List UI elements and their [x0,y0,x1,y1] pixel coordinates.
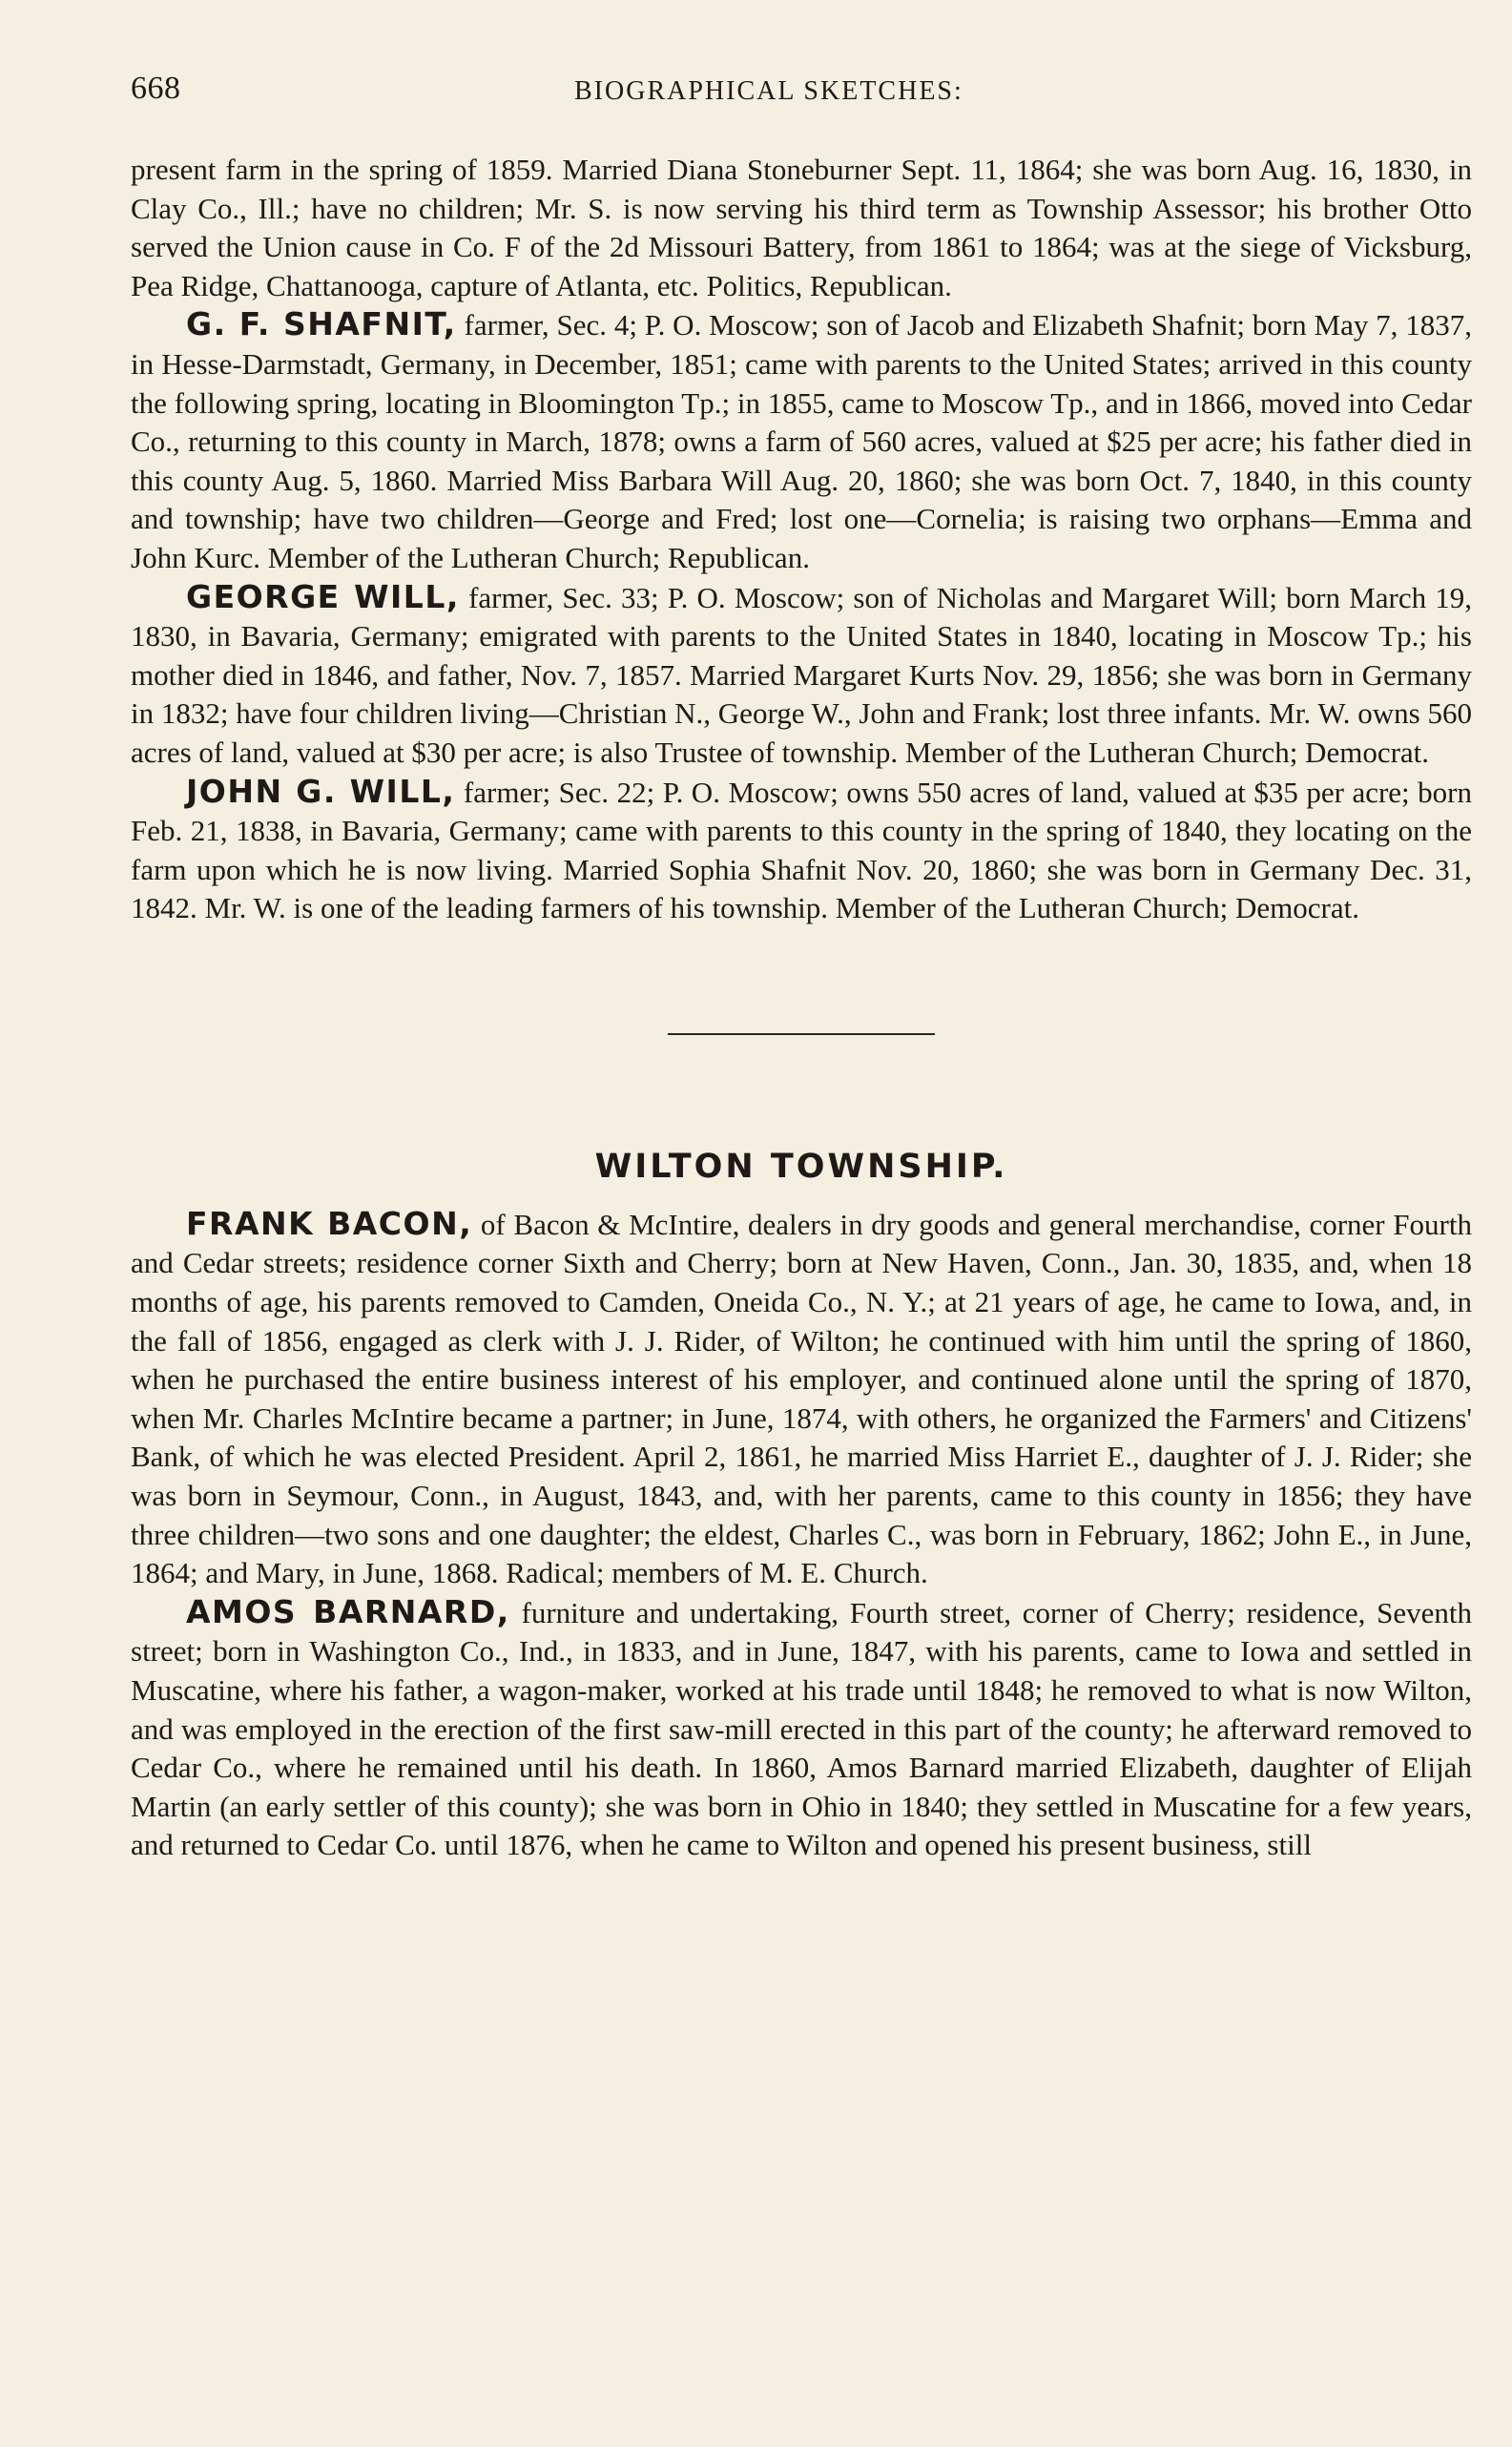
entry-name: GEORGE WILL, [186,577,460,615]
entry-text: of Bacon & McIntire, dealers in dry goods and general merchandise, corner Fourth and Cedar streets; residence corner Sixth and Cherry; born at New Haven, Conn., Jan. 30, 1835, and, when 18 months of age, his parents removed to Camden, Oneida Co., N. Y.; at 21 years of age, he came to Iowa, and, in the fall of 1856, engaged as clerk with J. J. Rider, of Wilton; he continued with him until the spring of 1860, when he purchased the entire business interest of his employer, and continued alone until the spring of 1870, when Mr. Charles McIntire became a partner; in June, 1874, with others, he organized the Farmers' and Citizens' Bank, of which he was elected President. April 2, 1861, he married Miss Harriet E., daughter of J. J. Rider; she was born in Seymour, Conn., in August, 1843, and, with her parents, came to this county in 1856; they have three children—two sons and one daughter; the eldest, Charles C., was born in February, 1862; John E., in June, 1864; and Mary, in June, 1868. Radical; members of M. E. Church. [131,1207,1472,1590]
entry-text: farmer; Sec. 22; P. O. Moscow; owns 550 acres of land, valued at $35 per acre; born Feb. 21, 1838, in Bavaria, Germany; came with parents to this county in the spring of 1840, they locating on the farm upon which he is now living. Married Sophia Shafnit Nov. 20, 1860; she was born in Germany Dec. 31, 1842. Mr. W. is one of the leading farmers of his township. Member of the Lutheran Church; Democrat. [131,775,1472,925]
biography-entry-george-will [131,578,1472,773]
entry-text: farmer, Sec. 4; P. O. Moscow; son of Jacob and Elizabeth Shafnit; born May 7, 1837, in Hesse-Darmstadt, Germany, in December, 1851; came with parents to the United States; arrived in this county the following spring, locating in Bloomington Tp.; in 1855, came to Moscow Tp., and in 1866, moved into Cedar Co., returning to this county in March, 1878; owns a farm of 560 acres, valued at $25 per acre; his father died in this county Aug. 5, 1860. Married Miss Barbara Will Aug. 20, 1860; she was born Oct. 7, 1840, in this county and township; have two children—George and Fred; lost one—Cornelia; is raising two orphans—Emma and John Kurc. Member of the Lutheran Church; Republican. [131,308,1472,574]
section-divider [668,1033,935,1035]
biography-entry-bacon [131,1205,1472,1593]
entry-name: JOHN G. WILL, [186,772,456,810]
entry-name: AMOS BARNARD, [186,1592,510,1630]
running-head [131,67,1472,114]
biography-entry-john-will [131,773,1472,928]
entry-text: farmer, Sec. 33; P. O. Moscow; son of Nicholas and Margaret Will; born March 19, 1830, in Bavaria, Germany; emigrated with parents to the United States in 1840, locating in Moscow Tp.; his mother died in 1846, and father, Nov. 7, 1857. Married Margaret Kurts Nov. 29, 1856; she was born in Germany in 1832; have four children living—Christian N., George W., John and Frank; lost three infants. Mr. W. owns 560 acres of land, valued at $30 per acre; is also Trustee of township. Member of the Lutheran Church; Democrat. [131,580,1472,769]
text-block [131,151,1472,1865]
biography-entry-shafnit [131,305,1472,577]
section-title: WILTON TOWNSHIP. [594,1147,1008,1186]
entry-name: FRANK BACON, [186,1204,473,1242]
page-number: 668 [131,71,181,106]
entry-text: furniture and undertaking, Fourth street, corner of Cherry; residence, Seventh street; born in Washington Co., Ind., in 1833, and in June, 1847, with his parents, came to Iowa and settled in Muscatine, where his father, a wagon-maker, worked at his trade until 1848; he removed to what is now Wilton, and was employed in the erection of the first saw-mill erected in this part of the county; he afterward removed to Cedar Co., where he remained until his death. In 1860, Amos Barnard married Elizabeth, daughter of Elijah Martin (an early settler of this county); she was born in Ohio in 1840; they settled in Muscatine for a few years, and returned to Cedar Co. until 1876, when he came to Wilton and opened his present business, still [131,1595,1473,1862]
entry-name: G. F. SHAFNIT, [186,305,457,343]
header-title: BIOGRAPHICAL SKETCHES: [574,76,963,106]
continuation-paragraph: present farm in the spring of 1859. Married Diana Stoneburner Sept. 11, 1864; she was born Aug. 16, 1830, in Clay Co., Ill.; have no children; Mr. S. is now serving his third term as Township Assessor; his brother Otto served the Union cause in Co. F of the 2d Missouri Battery, from 1861 to 1864; was at the siege of Vicksburg, Pea Ridge, Chattanooga, capture of Atlanta, etc. Politics, Republican. [131,153,1472,302]
biography-entry-barnard [131,1593,1472,1865]
book-page [131,67,1472,2423]
